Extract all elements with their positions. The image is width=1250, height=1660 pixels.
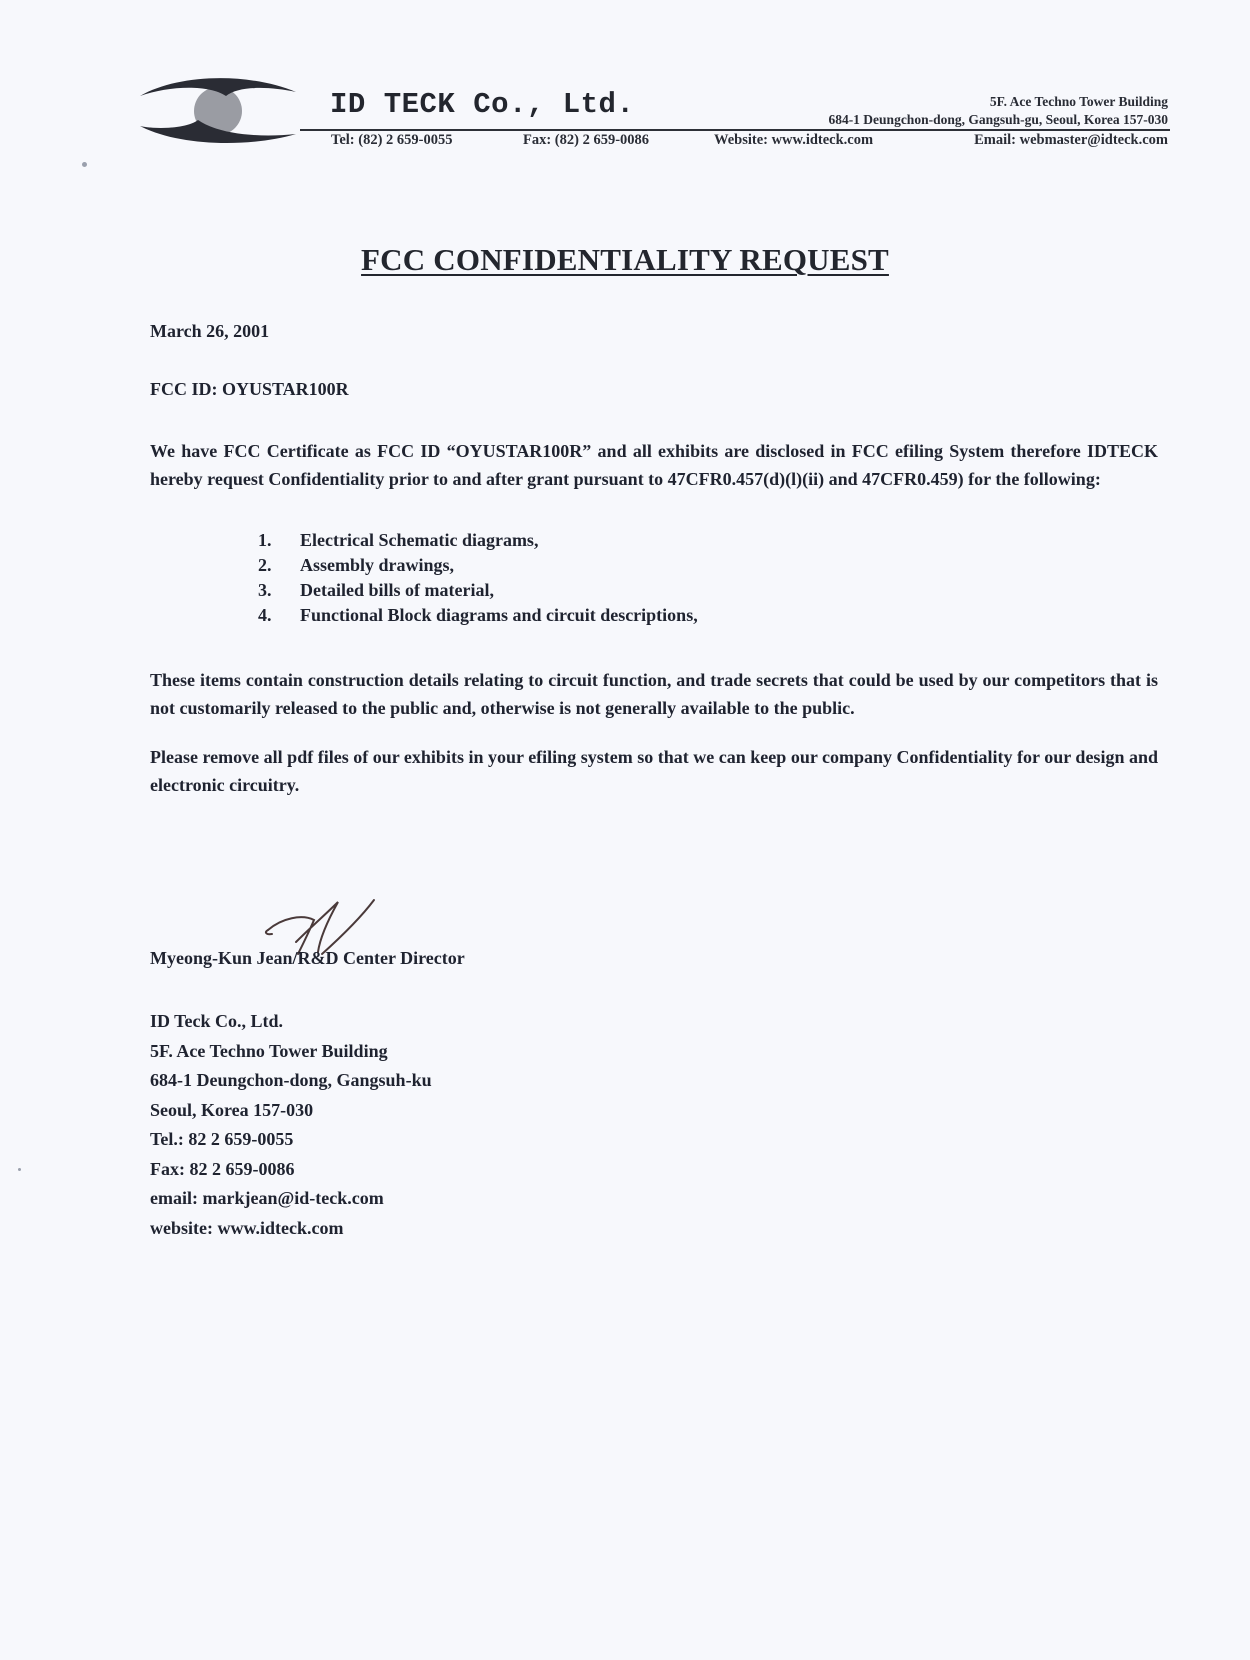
company-name: ID TECK Co., Ltd.	[330, 88, 635, 121]
letterhead-divider	[300, 129, 1170, 131]
list-item-text: Detailed bills of material,	[300, 580, 494, 600]
list-item-number: 3.	[258, 580, 272, 600]
list-item-number: 4.	[258, 605, 272, 625]
letterhead-fax: Fax: (82) 2 659-0086	[523, 132, 650, 148]
address-website: website: www.idteck.com	[150, 1217, 344, 1238]
letterhead	[0, 0, 1250, 160]
justification-paragraph: These items contain construction details relating to circuit function, and trade secrets that could be used by our competitors that is not customarily released to the public and, otherwise is not generally available to the public.	[150, 670, 1158, 718]
address-street: 684-1 Deungchon-dong, Gangsuh-ku	[150, 1070, 432, 1090]
list-item-number: 2.	[258, 555, 272, 575]
letterhead-tel: Tel: (82) 2 659-0055	[331, 132, 453, 148]
fcc-id-line: FCC ID: OYUSTAR100R	[150, 379, 349, 399]
sender-address-block	[150, 1007, 432, 1243]
eye-logo-icon	[138, 76, 298, 146]
confidential-items-list	[258, 528, 698, 628]
address-city: Seoul, Korea 157-030	[150, 1099, 314, 1120]
list-item	[258, 603, 698, 628]
letterhead-website: Website: www.idteck.com	[714, 132, 874, 148]
list-item	[258, 578, 698, 603]
list-item-text: Assembly drawings,	[300, 555, 455, 575]
scan-speck	[82, 162, 87, 167]
request-paragraph: We have FCC Certificate as FCC ID “OYUSTAR100R” and all exhibits are disclosed in FCC efiling System therefore IDTECK hereby request Confidentiality prior to and after grant pursuant to 47CFR0.457(d)(l)(ii) and 47CFR0.459) for the following:	[150, 441, 1158, 489]
address-email: email: markjean@id-teck.com	[150, 1188, 384, 1208]
letterhead-email: Email: webmaster@idteck.com	[974, 132, 1168, 148]
address-building: 5F. Ace Techno Tower Building	[150, 1040, 388, 1061]
removal-request-paragraph: Please remove all pdf files of our exhibits in your efiling system so that we can keep our company Confidentiality for our design and electronic circuitry.	[150, 747, 1158, 795]
signer-name: Myeong-Kun Jean/R&D Center Director	[150, 948, 465, 968]
list-item	[258, 528, 698, 553]
scan-speck	[18, 1168, 21, 1171]
address-tel: Tel.: 82 2 659-0055	[150, 1129, 294, 1149]
address-fax: Fax: 82 2 659-0086	[150, 1158, 295, 1179]
address-company: ID Teck Co., Ltd.	[150, 1011, 284, 1031]
page-title: FCC CONFIDENTIALITY REQUEST	[361, 242, 889, 277]
list-item-number: 1.	[258, 530, 272, 550]
list-item-text: Functional Block diagrams and circuit descriptions,	[300, 605, 698, 625]
letter-date: March 26, 2001	[150, 321, 270, 341]
letterhead-address-line2: 684-1 Deungchon-dong, Gangsuh-gu, Seoul, Korea 157-030	[828, 112, 1168, 127]
letterhead-address-line1: 5F. Ace Techno Tower Building	[989, 94, 1168, 109]
list-item-text: Electrical Schematic diagrams,	[300, 530, 539, 550]
list-item	[258, 553, 698, 578]
